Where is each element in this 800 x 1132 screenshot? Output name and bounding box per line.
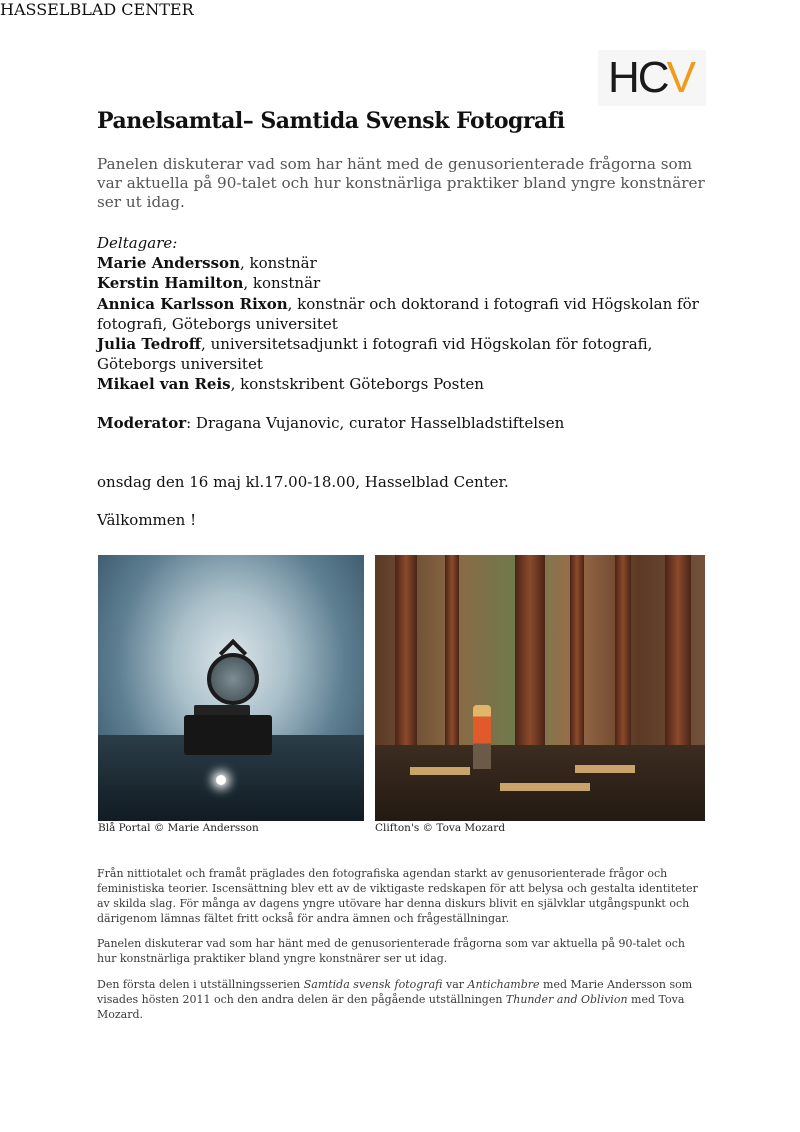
text-run: med Marie Andersson som visades hösten 2011 och den andra delen är den pågående utställningen [97, 978, 693, 1006]
participant-item [97, 253, 712, 273]
participant-role: , konstnär [243, 274, 321, 293]
hcv-logo [598, 50, 706, 106]
body-paragraph [97, 977, 707, 1022]
participant-role: , konstnär och doktorand i fotografi vid Högskolan för fotografi, Göteborgs universitet [97, 294, 699, 333]
participant-item [97, 273, 712, 293]
image-caption: Clifton's © Tova Mozard [375, 822, 506, 834]
participant-name: Mikael van Reis [97, 375, 231, 394]
participant-role: , universitetsadjunkt i fotografi vid Högskolan för fotografi, Göteborgs universitet [97, 335, 653, 374]
event-date: onsdag den 16 maj kl.17.00-18.00, Hasselblad Center. [97, 473, 509, 491]
participant-item [97, 374, 712, 394]
participant-name: Kerstin Hamilton [97, 274, 244, 293]
exhibition-title: Antichambre [467, 978, 540, 991]
woman-figure [473, 705, 491, 769]
participant-role: , konstnär [239, 254, 317, 273]
tree-trunk [615, 555, 631, 755]
photo-cliftons [375, 555, 705, 821]
page-title: Panelsamtal– Samtida Svensk Fotografi [97, 108, 565, 134]
exhibition-title: Thunder and Oblivion [505, 993, 628, 1006]
intro-text: Panelen diskuterar vad som har hänt med de genusorienterade frågorna som var aktuella på 90-talet och hur konstnärliga praktiker bland yngre konstnärer ser ut idag. [97, 155, 705, 211]
moderator-text: : Dragana Vujanovic, curator Hasselbladstiftelsen [186, 414, 565, 432]
text-run: Den första delen i utställningsserien [97, 978, 304, 991]
moderator-label: Moderator [97, 414, 187, 432]
logo-letters: HC [608, 53, 668, 102]
tree-trunk [515, 555, 545, 755]
exhibition-series-title: Samtida svensk fotografi [303, 978, 443, 991]
text-run: med Tova Mozard. [97, 993, 685, 1021]
photo-bla-portal [98, 555, 364, 821]
participants-label: Deltagare: [97, 234, 178, 252]
mirror [207, 653, 259, 705]
projector [184, 715, 272, 755]
participant-name: Julia Tedroff [97, 335, 202, 354]
participant-item [97, 334, 712, 374]
body-paragraph: Panelen diskuterar vad som har hänt med de genusorienterade frågorna som var aktuella på 90-talet och hur konstnärliga praktiker bland yngre konstnärer ser ut idag. [97, 937, 685, 965]
participants-list [97, 233, 712, 395]
moderator-line [97, 414, 564, 432]
table [575, 765, 635, 773]
table [500, 783, 590, 791]
tree-trunk [570, 555, 584, 755]
participant-name: Annica Karlsson Rixon [97, 294, 288, 313]
tree-trunk [445, 555, 459, 755]
projector-light [216, 775, 226, 785]
body-paragraph: Från nittiotalet och framåt präglades den fotografiska agendan starkt av genusorienterade frågor och feministiska teorier. Iscensättning blev ett av de viktigaste redskapen för att belysa och gestalta identiteter av skilda slag. För många av dagens yngre utövare har denna diskurs blivit en självklar utgångspunkt och därigenom lämnas fältet fritt också för andra ämnen och frågeställningar. [97, 867, 698, 925]
tree-trunk [395, 555, 417, 755]
participant-item [97, 294, 712, 334]
logo-accent-letter: V [666, 53, 696, 102]
text-run: var [442, 978, 468, 991]
participant-name: Marie Andersson [97, 254, 240, 273]
image-caption: Blå Portal © Marie Andersson [98, 822, 259, 834]
welcome-text: Välkommen ! [97, 511, 197, 529]
logo-small-text: HASSELBLAD CENTER [0, 0, 194, 19]
participant-role: , konstskribent Göteborgs Posten [230, 375, 484, 394]
table [410, 767, 470, 775]
tree-trunk [665, 555, 691, 755]
